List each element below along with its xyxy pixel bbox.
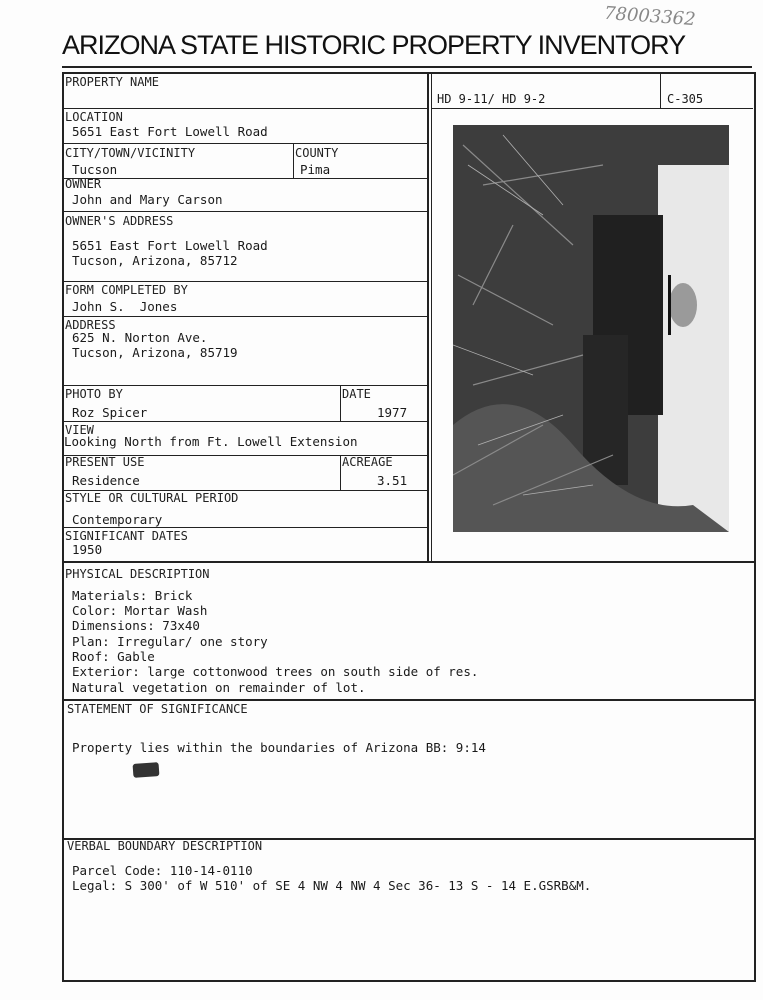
- acreage-divider: [340, 455, 341, 491]
- column-divider: [427, 72, 429, 562]
- property-name-label: PROPERTY NAME: [65, 75, 159, 89]
- significance-label: STATEMENT OF SIGNIFICANCE: [67, 702, 248, 716]
- physical-description-line: Materials: Brick: [72, 588, 193, 603]
- present-use-value: Residence: [72, 473, 140, 488]
- row-divider: [62, 316, 428, 317]
- present-use-label: PRESENT USE: [65, 455, 145, 469]
- column-divider-2: [431, 72, 432, 562]
- row-divider: [62, 211, 428, 212]
- section-divider: [62, 699, 754, 701]
- hd-number: HD 9-11/ HD 9-2: [437, 92, 546, 106]
- row-divider: [62, 281, 428, 282]
- ink-smudge: [133, 762, 160, 778]
- date-value: 1977: [377, 405, 408, 420]
- style-label: STYLE OR CULTURAL PERIOD: [65, 491, 239, 505]
- significance-value: Property lies within the boundaries of Arizona BB: 9:14: [72, 740, 486, 755]
- owner-address-line1: 5651 East Fort Lowell Road: [72, 238, 268, 253]
- county-label: COUNTY: [295, 146, 339, 160]
- form-completed-by-label: FORM COMPLETED BY: [65, 283, 188, 297]
- owner-address-line2: Tucson, Arizona, 85712: [72, 253, 238, 268]
- row-divider: [62, 421, 428, 422]
- owner-address-label: OWNER'S ADDRESS: [65, 214, 174, 228]
- house-among-trees-photo: [453, 125, 729, 532]
- city-value: Tucson: [72, 162, 118, 177]
- physical-description-line: Roof: Gable: [72, 649, 155, 664]
- address-label: ADDRESS: [65, 318, 116, 332]
- row-divider: [62, 108, 428, 109]
- hd-cell-bottom: [431, 108, 753, 109]
- row-divider: [62, 143, 428, 144]
- acreage-value: 3.51: [377, 473, 408, 488]
- physical-description-line: Dimensions: 73x40: [72, 618, 200, 633]
- legal-description: Legal: S 300' of W 510' of SE 4 NW 4 NW 4 Sec 36- 13 S - 14 E.GSRB&M.: [72, 878, 592, 893]
- address-line2: Tucson, Arizona, 85719: [72, 345, 238, 360]
- parcel-code: Parcel Code: 110-14-0110: [72, 863, 253, 878]
- frame-top: [62, 72, 754, 74]
- title-underline: [62, 66, 752, 68]
- site-code: C-305: [667, 92, 704, 106]
- physical-description-label: PHYSICAL DESCRIPTION: [65, 567, 210, 581]
- hd-code-divider: [660, 72, 661, 109]
- date-divider: [340, 385, 341, 422]
- date-label: DATE: [342, 387, 371, 401]
- photo-by-value: Roz Spicer: [72, 405, 148, 420]
- frame-right: [754, 72, 756, 982]
- row-divider: [62, 527, 428, 528]
- form-completed-by-value: John S. Jones: [72, 299, 178, 314]
- section-divider: [62, 561, 754, 563]
- significant-dates-label: SIGNIFICANT DATES: [65, 529, 188, 543]
- photo-by-label: PHOTO BY: [65, 387, 123, 401]
- boundary-label: VERBAL BOUNDARY DESCRIPTION: [67, 839, 263, 853]
- acreage-label: ACREAGE: [342, 455, 393, 469]
- location-label: LOCATION: [65, 110, 123, 124]
- style-value: Contemporary: [72, 512, 163, 527]
- row-divider: [62, 178, 428, 179]
- record-number-stamp: 78003362: [603, 2, 697, 31]
- view-value: Looking North from Ft. Lowell Extension: [64, 434, 358, 449]
- location-value: 5651 East Fort Lowell Road: [72, 124, 268, 139]
- physical-description-line: Exterior: large cottonwood trees on south side of res.: [72, 664, 479, 679]
- physical-description-line: Natural vegetation on remainder of lot.: [72, 680, 366, 695]
- city-label: CITY/TOWN/VICINITY: [65, 146, 196, 160]
- county-divider: [293, 143, 294, 179]
- physical-description-line: Plan: Irregular/ one story: [72, 634, 268, 649]
- significant-dates-value: 1950: [72, 542, 103, 557]
- physical-description-line: Color: Mortar Wash: [72, 603, 208, 618]
- frame-bottom: [62, 980, 756, 982]
- address-line1: 625 N. Norton Ave.: [72, 330, 208, 345]
- owner-label: OWNER: [65, 177, 102, 191]
- owner-value: John and Mary Carson: [72, 192, 223, 207]
- form-title: ARIZONA STATE HISTORIC PROPERTY INVENTORY: [62, 30, 686, 60]
- county-value: Pima: [300, 162, 331, 177]
- view-label: VIEW: [65, 423, 94, 437]
- row-divider: [62, 385, 428, 386]
